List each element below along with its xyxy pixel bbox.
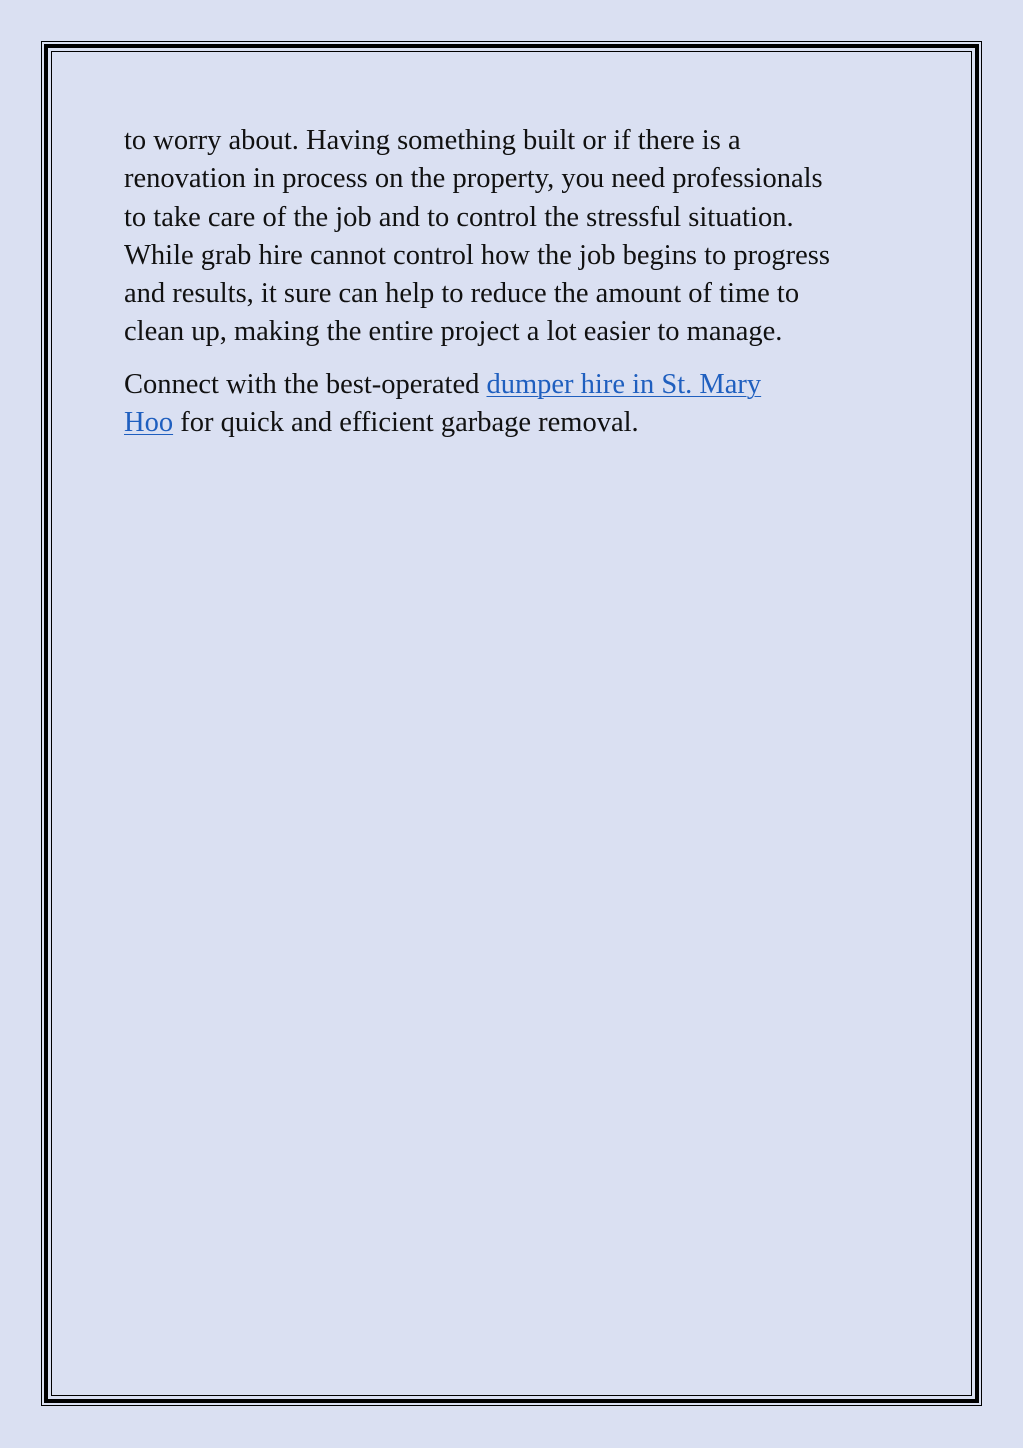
text-line: While grab hire cannot control how the job begins to progress	[124, 239, 830, 271]
text-line: renovation in process on the property, you need professionals	[124, 163, 823, 195]
dumper-hire-link-text-2[interactable]: Hoo	[124, 407, 174, 439]
dumper-hire-link-text-1[interactable]: dumper hire in St. Mary	[486, 368, 762, 400]
cta-text-end: for quick and efficient garbage removal.	[173, 407, 639, 439]
cta-text-start: Connect with the best-operated	[124, 368, 487, 400]
text-line: and results, it sure can help to reduce the amount of time to	[124, 278, 800, 310]
paragraph-call-to-action	[124, 366, 914, 443]
text-line: clean up, making the entire project a lot easier to manage.	[124, 316, 783, 348]
paragraph-intro	[124, 122, 914, 352]
text-line: to worry about. Having something built or if there is a	[124, 125, 741, 156]
text-line: to take care of the job and to control the stressful situation.	[124, 201, 794, 233]
document-body	[124, 122, 914, 442]
